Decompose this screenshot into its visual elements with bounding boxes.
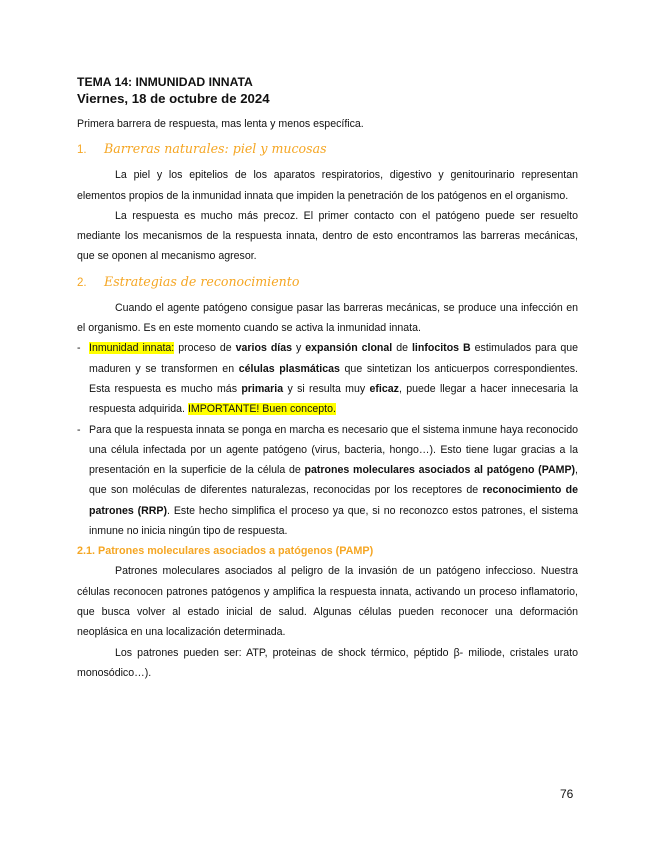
highlight-important: IMPORTANTE! Buen concepto. xyxy=(187,403,336,416)
section-1-paragraph-1: La piel y los epitelios de los aparatos respiratorios, digestivo y genitourinario representan elementos propios de la inmunidad innata que impiden la penetración de los patógenos en el organismo. xyxy=(77,169,578,202)
text-span: y si resulta muy xyxy=(283,382,370,395)
text-span: de xyxy=(392,342,412,355)
section-2-title: Estrategias de reconocimiento xyxy=(104,273,300,289)
bold-term: primaria xyxy=(241,382,284,395)
page-number: 76 xyxy=(560,787,574,801)
text-span: , que son moléculas de diferentes naturalezas, reconocidas por los receptores de xyxy=(89,464,578,497)
section-2-heading xyxy=(77,272,578,293)
subsection-2-1-paragraph-1: Patrones moleculares asociados al peligro de la invasión de un patógeno infeccioso. Nuestra células reconocen patrones patógenos y amplifica la respuesta innata, activando un proceso inflamatorio, que busca volver al estado inicial de salud. Algunas células pueden reconocer una deformación neoplásica en una localización determinada. xyxy=(77,565,578,639)
text-span: y xyxy=(292,342,306,355)
document-date: Viernes, 18 de octubre de 2024 xyxy=(77,91,270,106)
bullet-dash: - xyxy=(77,342,81,355)
bold-term: linfocitos B xyxy=(411,342,471,355)
intro-paragraph: Primera barrera de respuesta, mas lenta y menos específica. xyxy=(77,118,364,130)
bullet-pattern-recognition xyxy=(77,420,578,542)
page-content xyxy=(77,74,578,683)
bold-term: células plasmáticas xyxy=(238,362,340,375)
bold-term: eficaz xyxy=(369,382,399,395)
bullet-dash: - xyxy=(77,423,81,436)
text-span: , puede llegar a hacer innecesaria la respuesta adquirida. xyxy=(89,382,578,416)
bold-term: expansión clonal xyxy=(305,342,393,355)
section-2-paragraph-1: Cuando el agente patógeno consigue pasar las barreras mecánicas, se produce una infección en el organismo. Es en este momento cuando se activa la inmunidad innata. xyxy=(77,301,578,335)
text-span: proceso de xyxy=(174,342,236,355)
section-1-heading xyxy=(77,139,578,160)
bold-term: reconocimiento de patrones (RRP) xyxy=(89,484,579,517)
document-title: TEMA 14: INMUNIDAD INNATA xyxy=(77,75,253,89)
section-2-number: 2. xyxy=(77,276,87,289)
bullet-innate-immunity xyxy=(77,338,578,419)
bold-term: patrones moleculares asociados al patógeno (PAMP) xyxy=(304,464,576,477)
bold-term: varios días xyxy=(235,342,293,355)
text-span: . Este hecho simplifica el proceso ya que, si no reconozco estos patrones, el sistema inmune no inicia ningún tipo de respuesta. xyxy=(89,504,578,538)
text-span: estimulados para que maduren y se transformen en xyxy=(89,342,578,375)
section-1-title: Barreras naturales: piel y mucosas xyxy=(104,141,327,157)
text-span: Para que la respuesta innata se ponga en marcha es necesario que el sistema inmune haya reconocido una célula infectada por un agente patógeno (virus, bacteria, hongo…). Esto tiene lugar gracias a la presentación en la superficie de la célula de xyxy=(89,423,578,477)
section-1-number: 1. xyxy=(77,144,87,157)
highlight-innate-immunity: Inmunidad innata: xyxy=(89,342,175,355)
subsection-2-1-paragraph-2: Los patrones pueden ser: ATP, proteinas de shock térmico, péptido β- miliode, cristales urato monosódico…). xyxy=(77,646,578,679)
section-1-paragraph-2: La respuesta es mucho más precoz. El primer contacto con el patógeno puede ser resuelto mediante los mecanismos de la respuesta innata, dentro de esto encontramos las barreras mecánicas, que se oponen al mecanismo agresor. xyxy=(77,209,578,263)
text-span: que sintetizan los anticuerpos correspondientes. Esta respuesta es mucho más xyxy=(89,362,578,395)
subsection-2-1-heading: 2.1. Patrones moleculares asociados a patógenos (PAMP) xyxy=(77,545,374,558)
